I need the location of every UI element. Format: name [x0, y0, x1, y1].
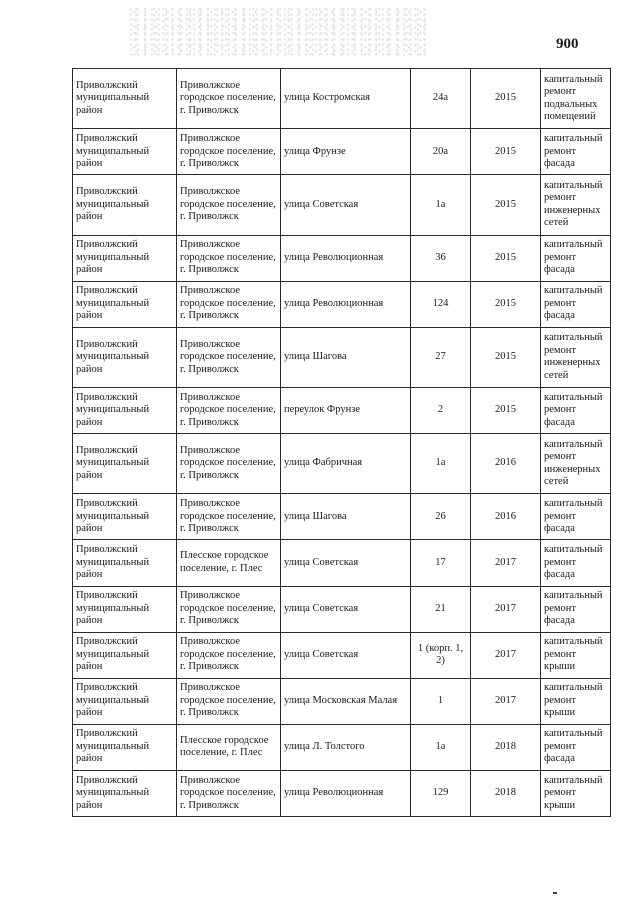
settlement-cell: Плесское городское поселение, г. Плес [177, 540, 281, 586]
year-cell: 2015 [471, 69, 541, 129]
district-cell: Приволжский муниципальный район [73, 678, 177, 724]
street-cell: улица Фабричная [281, 434, 411, 494]
year-cell: 2018 [471, 724, 541, 770]
work-type-cell: капитальный ремонт фасада [541, 494, 611, 540]
scan-mark [553, 892, 557, 894]
year-cell: 2015 [471, 129, 541, 175]
year-cell: 2015 [471, 175, 541, 235]
year-cell: 2015 [471, 281, 541, 327]
table-body [73, 69, 611, 817]
district-cell: Приволжский муниципальный район [73, 235, 177, 281]
settlement-cell: Приволжское городское поселение, г. Приволжск [177, 175, 281, 235]
district-cell: Приволжский муниципальный район [73, 632, 177, 678]
work-type-cell: капитальный ремонт подвальных помещений [541, 69, 611, 129]
district-cell: Приволжский муниципальный район [73, 494, 177, 540]
district-cell: Приволжский муниципальный район [73, 540, 177, 586]
house-number-cell: 1а [411, 175, 471, 235]
work-type-cell: капитальный ремонт крыши [541, 632, 611, 678]
year-cell: 2015 [471, 235, 541, 281]
house-number-cell: 1а [411, 724, 471, 770]
work-type-cell: капитальный ремонт крыши [541, 678, 611, 724]
table-row [73, 724, 611, 770]
work-type-cell: капитальный ремонт фасада [541, 724, 611, 770]
settlement-cell: Приволжское городское поселение, г. Приволжск [177, 678, 281, 724]
settlement-cell: Плесское городское поселение, г. Плес [177, 724, 281, 770]
district-cell: Приволжский муниципальный район [73, 281, 177, 327]
repair-schedule-table [72, 68, 611, 817]
table-row [73, 175, 611, 235]
table-row [73, 129, 611, 175]
work-type-cell: капитальный ремонт фасада [541, 281, 611, 327]
table-row [73, 632, 611, 678]
house-number-cell: 2 [411, 388, 471, 434]
page-number: 900 [556, 36, 579, 52]
district-cell: Приволжский муниципальный район [73, 434, 177, 494]
table-row [73, 678, 611, 724]
house-number-cell: 124 [411, 281, 471, 327]
street-cell: улица Революционная [281, 770, 411, 816]
district-cell: Приволжский муниципальный район [73, 770, 177, 816]
street-cell: улица Революционная [281, 281, 411, 327]
street-cell: улица Советская [281, 632, 411, 678]
house-number-cell: 27 [411, 327, 471, 387]
house-number-cell: 24а [411, 69, 471, 129]
settlement-cell: Приволжское городское поселение, г. Приволжск [177, 632, 281, 678]
year-cell: 2018 [471, 770, 541, 816]
settlement-cell: Приволжское городское поселение, г. Приволжск [177, 129, 281, 175]
street-cell: улица Московская Малая [281, 678, 411, 724]
table-row [73, 388, 611, 434]
table-row [73, 281, 611, 327]
district-cell: Приволжский муниципальный район [73, 724, 177, 770]
house-number-cell: 17 [411, 540, 471, 586]
house-number-cell: 1а [411, 434, 471, 494]
settlement-cell: Приволжское городское поселение, г. Приволжск [177, 327, 281, 387]
house-number-cell: 1 [411, 678, 471, 724]
district-cell: Приволжский муниципальный район [73, 69, 177, 129]
table-row [73, 235, 611, 281]
work-type-cell: капитальный ремонт фасада [541, 129, 611, 175]
house-number-cell: 36 [411, 235, 471, 281]
work-type-cell: капитальный ремонт инженерных сетей [541, 434, 611, 494]
table-row [73, 327, 611, 387]
work-type-cell: капитальный ремонт фасада [541, 586, 611, 632]
work-type-cell: капитальный ремонт инженерных сетей [541, 175, 611, 235]
work-type-cell: капитальный ремонт фасада [541, 388, 611, 434]
settlement-cell: Приволжское городское поселение, г. Приволжск [177, 494, 281, 540]
district-cell: Приволжский муниципальный район [73, 388, 177, 434]
street-cell: улица Фрунзе [281, 129, 411, 175]
settlement-cell: Приволжское городское поселение, г. Приволжск [177, 586, 281, 632]
house-number-cell: 21 [411, 586, 471, 632]
year-cell: 2017 [471, 678, 541, 724]
year-cell: 2016 [471, 494, 541, 540]
work-type-cell: капитальный ремонт инженерных сетей [541, 327, 611, 387]
work-type-cell: капитальный ремонт крыши [541, 770, 611, 816]
scan-noise [130, 8, 430, 56]
year-cell: 2015 [471, 388, 541, 434]
street-cell: улица Л. Толстого [281, 724, 411, 770]
street-cell: улица Советская [281, 540, 411, 586]
settlement-cell: Приволжское городское поселение, г. Приволжск [177, 388, 281, 434]
table-row [73, 586, 611, 632]
settlement-cell: Приволжское городское поселение, г. Приволжск [177, 69, 281, 129]
table-row [73, 540, 611, 586]
year-cell: 2016 [471, 434, 541, 494]
year-cell: 2017 [471, 632, 541, 678]
settlement-cell: Приволжское городское поселение, г. Приволжск [177, 235, 281, 281]
district-cell: Приволжский муниципальный район [73, 129, 177, 175]
street-cell: улица Костромская [281, 69, 411, 129]
street-cell: переулок Фрунзе [281, 388, 411, 434]
settlement-cell: Приволжское городское поселение, г. Приволжск [177, 281, 281, 327]
street-cell: улица Шагова [281, 327, 411, 387]
table-row [73, 434, 611, 494]
house-number-cell: 20а [411, 129, 471, 175]
street-cell: улица Советская [281, 586, 411, 632]
table-row [73, 494, 611, 540]
settlement-cell: Приволжское городское поселение, г. Приволжск [177, 434, 281, 494]
street-cell: улица Революционная [281, 235, 411, 281]
house-number-cell: 26 [411, 494, 471, 540]
street-cell: улица Советская [281, 175, 411, 235]
house-number-cell: 129 [411, 770, 471, 816]
district-cell: Приволжский муниципальный район [73, 327, 177, 387]
district-cell: Приволжский муниципальный район [73, 586, 177, 632]
house-number-cell: 1 (корп. 1, 2) [411, 632, 471, 678]
table-row [73, 770, 611, 816]
district-cell: Приволжский муниципальный район [73, 175, 177, 235]
year-cell: 2015 [471, 327, 541, 387]
table-row [73, 69, 611, 129]
settlement-cell: Приволжское городское поселение, г. Приволжск [177, 770, 281, 816]
year-cell: 2017 [471, 586, 541, 632]
work-type-cell: капитальный ремонт фасада [541, 235, 611, 281]
work-type-cell: капитальный ремонт фасада [541, 540, 611, 586]
street-cell: улица Шагова [281, 494, 411, 540]
year-cell: 2017 [471, 540, 541, 586]
